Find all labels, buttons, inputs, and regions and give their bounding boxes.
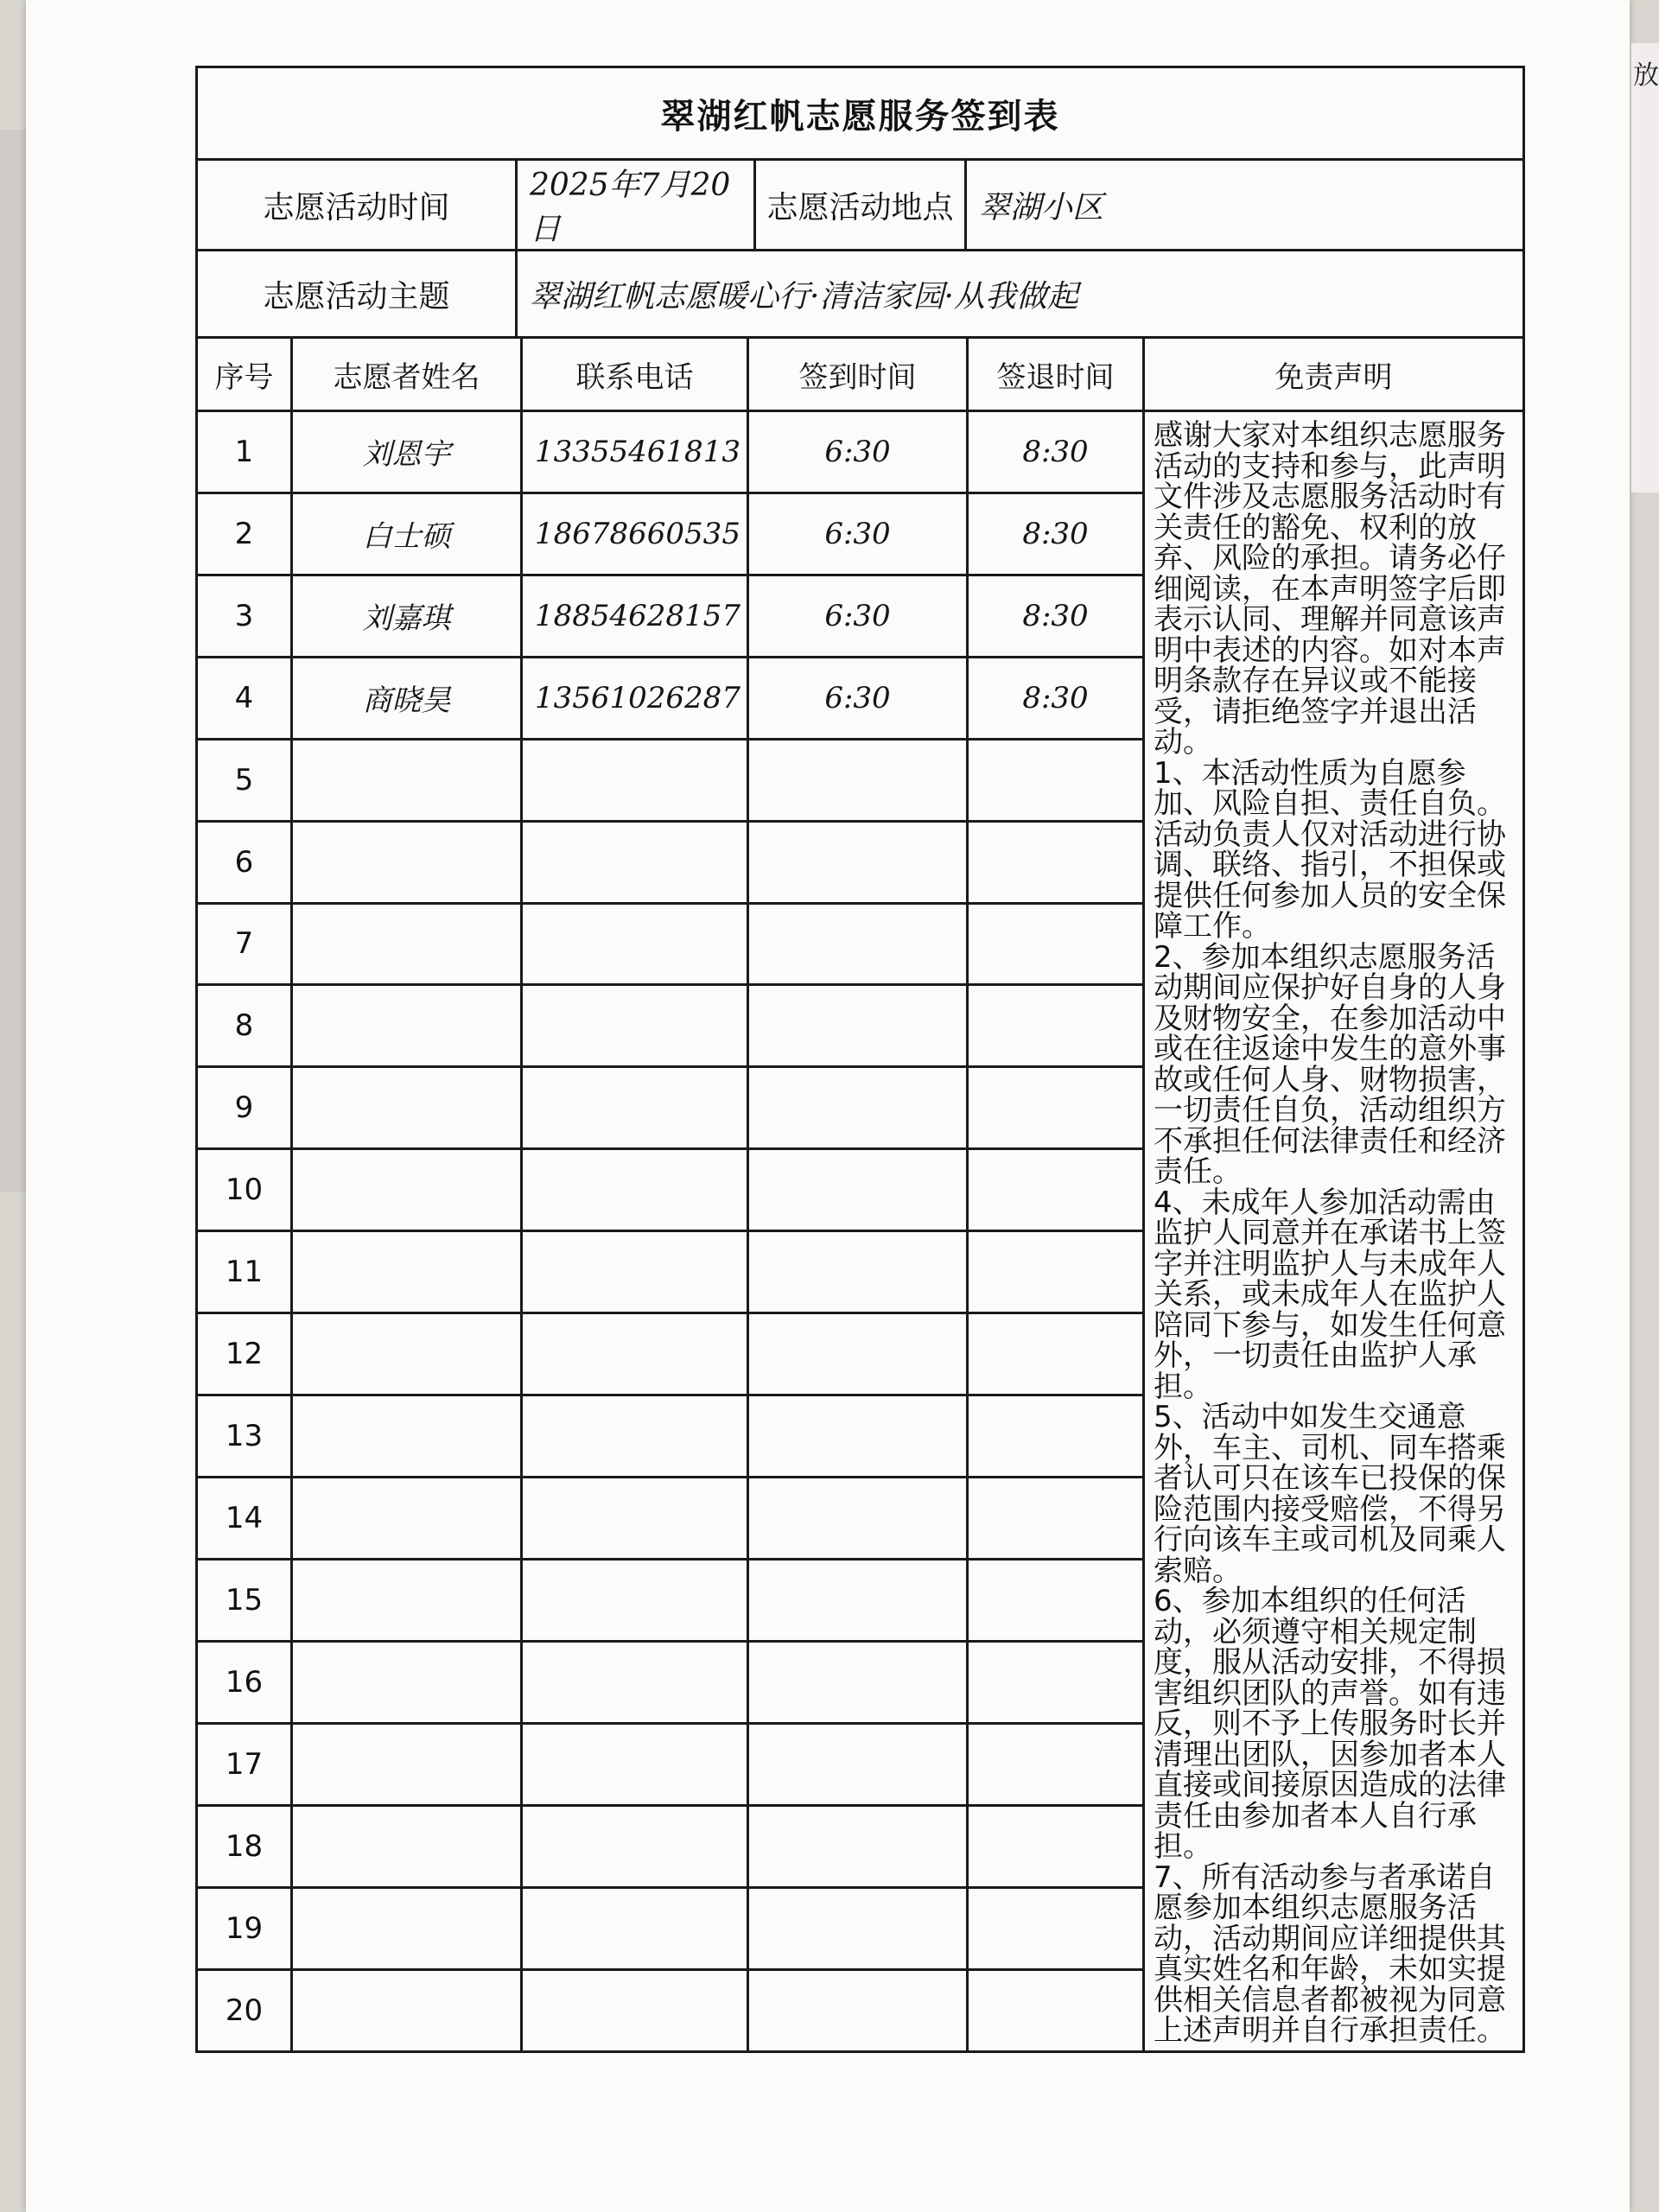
- time-label: 志愿活动时间: [197, 160, 517, 251]
- checkin-time: [748, 1887, 968, 1969]
- phone-number: [522, 1723, 748, 1805]
- row-number: 15: [197, 1559, 292, 1641]
- phone-number: 18854628157: [522, 575, 748, 657]
- phone-number: [522, 1641, 748, 1723]
- checkin-time: [748, 1149, 968, 1231]
- place-label: 志愿活动地点: [755, 160, 966, 251]
- checkout-time: [968, 739, 1144, 821]
- row-number: 4: [197, 657, 292, 739]
- row-number: 14: [197, 1477, 292, 1559]
- checkin-time: [748, 985, 968, 1067]
- sign-in-form: [195, 66, 1522, 2053]
- phone-number: [522, 903, 748, 985]
- theme-value: 翠湖红帆志愿暖心行·清洁家园·从我做起: [517, 251, 1524, 338]
- phone-number: 13355461813: [522, 411, 748, 493]
- row-number: 3: [197, 575, 292, 657]
- volunteer-name: [292, 1969, 522, 2051]
- checkin-time: 6:30: [748, 411, 968, 493]
- phone-number: [522, 1149, 748, 1231]
- header-table: [195, 66, 1525, 339]
- row-number: 10: [197, 1149, 292, 1231]
- col-header-no: 序号: [197, 338, 292, 411]
- adjacent-paper-text: 放: [1633, 60, 1659, 91]
- row-number: 1: [197, 411, 292, 493]
- phone-number: 18678660535: [522, 493, 748, 575]
- checkout-time: [968, 903, 1144, 985]
- volunteer-name: [292, 1067, 522, 1149]
- checkin-time: [748, 739, 968, 821]
- checkout-time: 8:30: [968, 575, 1144, 657]
- phone-number: [522, 821, 748, 903]
- checkout-time: [968, 1723, 1144, 1805]
- checkout-time: 8:30: [968, 493, 1144, 575]
- phone-number: [522, 1559, 748, 1641]
- checkin-time: 6:30: [748, 575, 968, 657]
- volunteer-name: [292, 1887, 522, 1969]
- phone-number: [522, 1313, 748, 1395]
- checkout-time: [968, 821, 1144, 903]
- checkin-time: [748, 1805, 968, 1887]
- volunteer-name: [292, 1641, 522, 1723]
- adjacent-paper: [1631, 43, 1659, 493]
- checkin-time: [748, 903, 968, 985]
- form-title: 翠湖红帆志愿服务签到表: [197, 67, 1524, 160]
- checkin-time: [748, 1395, 968, 1478]
- col-header-disclaimer: 免责声明: [1144, 338, 1524, 411]
- phone-number: 13561026287: [522, 657, 748, 739]
- checkout-time: 8:30: [968, 657, 1144, 739]
- place-value: 翠湖小区: [966, 160, 1524, 251]
- checkout-time: [968, 1887, 1144, 1969]
- row-number: 12: [197, 1313, 292, 1395]
- phone-number: [522, 1231, 748, 1313]
- checkout-time: [968, 1395, 1144, 1478]
- phone-number: [522, 739, 748, 821]
- background-edge: [0, 130, 26, 1192]
- volunteer-name: [292, 1723, 522, 1805]
- phone-number: [522, 1395, 748, 1478]
- volunteer-name: [292, 821, 522, 903]
- checkin-time: [748, 1313, 968, 1395]
- checkin-time: [748, 1231, 968, 1313]
- checkout-time: 8:30: [968, 411, 1144, 493]
- table-row: [197, 411, 1524, 493]
- row-number: 2: [197, 493, 292, 575]
- volunteer-name: 刘嘉琪: [292, 575, 522, 657]
- checkout-time: [968, 1477, 1144, 1559]
- row-number: 5: [197, 739, 292, 821]
- checkin-time: [748, 1641, 968, 1723]
- row-number: 18: [197, 1805, 292, 1887]
- checkin-time: [748, 1067, 968, 1149]
- checkin-time: [748, 1477, 968, 1559]
- phone-number: [522, 1477, 748, 1559]
- row-number: 8: [197, 985, 292, 1067]
- disclaimer-text: 感谢大家对本组织志愿服务活动的支持和参与，此声明文件涉及志愿服务活动时有关责任的豁免、权利的放弃、风险的承担。请务必仔细阅读，在本声明签字后即表示认同、理解并同意该声明中表述的内容。如对本声明条款存在异议或不能接受，请拒绝签字并退出活动。 1、本活动性质为自愿参加、风险自担、责任自负。活动负责人仅对活动进行协调、联络、指引，不担保或提供任何参加人员的安全保障工作。 2、参加本组织志愿服务活动期间应保护好自身的人身及财物安全，在参加活动中或在往返途中发生的意外事故或任何人身、财物损害，一切责任自负，活动组织方不承担任何法律责任和经济责任。 4、未成年人参加活动需由监护人同意并在承诺书上签字并注明监护人与未成年人关系，或未成年人在监护人陪同下参与，如发生任何意外，一切责任由监护人承担。 5、活动中如发生交通意外，车主、司机、同车搭乘者认可只在该车已投保的保险范围内接受赔偿，不得另行向该车主或司机及同乘人索赔。 6、参加本组织的任何活动，必须遵守相关规定制度，服从活动安排，不得损害组织团队的声誉。如有违反，则不予上传服务时长并清理出团队，因参加者本人直接或间接原因造成的法律责任由参加者本人自行承担。 7、所有活动参与者承诺自愿参加本组织志愿服务活动，活动期间应详细提供其真实姓名和年龄，未如实提供相关信息者都被视为同意上述声明并自行承担责任。: [1144, 411, 1524, 2052]
- checkout-time: [968, 1231, 1144, 1313]
- time-value: 2025年7月20日: [517, 160, 755, 251]
- col-header-name: 志愿者姓名: [292, 338, 522, 411]
- volunteer-name: 商晓昊: [292, 657, 522, 739]
- checkin-time: [748, 1969, 968, 2051]
- row-number: 11: [197, 1231, 292, 1313]
- checkin-time: 6:30: [748, 493, 968, 575]
- checkin-time: 6:30: [748, 657, 968, 739]
- roster-table: [195, 336, 1525, 2053]
- phone-number: [522, 1067, 748, 1149]
- checkin-time: [748, 1723, 968, 1805]
- checkout-time: [968, 1641, 1144, 1723]
- row-number: 9: [197, 1067, 292, 1149]
- row-number: 20: [197, 1969, 292, 2051]
- row-number: 17: [197, 1723, 292, 1805]
- theme-label: 志愿活动主题: [197, 251, 517, 338]
- paper-sheet: [26, 0, 1630, 2212]
- col-header-checkout: 签退时间: [968, 338, 1144, 411]
- checkin-time: [748, 821, 968, 903]
- col-header-checkin: 签到时间: [748, 338, 968, 411]
- volunteer-name: [292, 1395, 522, 1478]
- volunteer-name: [292, 1313, 522, 1395]
- volunteer-name: [292, 1805, 522, 1887]
- phone-number: [522, 1805, 748, 1887]
- phone-number: [522, 985, 748, 1067]
- checkout-time: [968, 1559, 1144, 1641]
- phone-number: [522, 1887, 748, 1969]
- checkout-time: [968, 1067, 1144, 1149]
- row-number: 19: [197, 1887, 292, 1969]
- volunteer-name: 白士硕: [292, 493, 522, 575]
- volunteer-name: [292, 985, 522, 1067]
- checkin-time: [748, 1559, 968, 1641]
- col-header-phone: 联系电话: [522, 338, 748, 411]
- volunteer-name: [292, 1149, 522, 1231]
- checkout-time: [968, 985, 1144, 1067]
- volunteer-name: [292, 1477, 522, 1559]
- row-number: 13: [197, 1395, 292, 1478]
- row-number: 16: [197, 1641, 292, 1723]
- row-number: 6: [197, 821, 292, 903]
- checkout-time: [968, 1805, 1144, 1887]
- volunteer-name: [292, 1559, 522, 1641]
- volunteer-name: 刘恩宇: [292, 411, 522, 493]
- volunteer-name: [292, 1231, 522, 1313]
- volunteer-name: [292, 739, 522, 821]
- volunteer-name: [292, 903, 522, 985]
- checkout-time: [968, 1149, 1144, 1231]
- checkout-time: [968, 1969, 1144, 2051]
- row-number: 7: [197, 903, 292, 985]
- checkout-time: [968, 1313, 1144, 1395]
- phone-number: [522, 1969, 748, 2051]
